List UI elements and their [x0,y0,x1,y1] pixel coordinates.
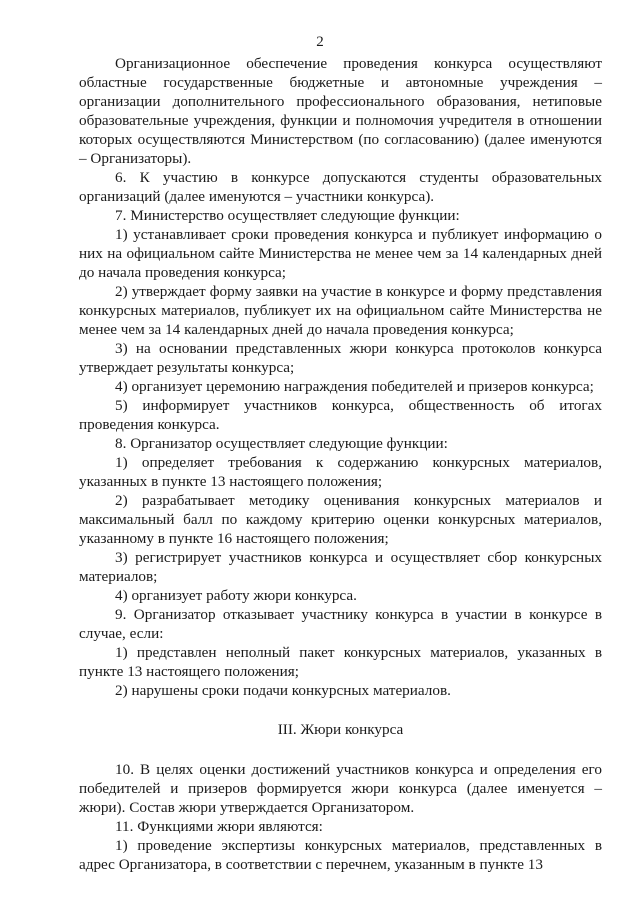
section-heading: III. Жюри конкурса [277,721,404,738]
paragraph-organizers: Организационное обеспечение проведения конкурса осуществляют областные государственные бюджетные и автономные учреждения – организации дополнительного профессионального образования, нетиповые образовательные учреждения, функции и полномочия учредителя в отношении которых осуществляются Министерством (по согласованию) (далее именуются – Организаторы). [79,55,602,167]
document-body [79,54,602,874]
list-item-8-4: 4) организует работу жюри конкурса. [115,587,357,604]
list-item-7-3: 3) на основании представленных жюри конкурса протоколов конкурса утверждает результаты конкурса; [79,340,602,376]
list-item-7-4: 4) организует церемонию награждения победителей и призеров конкурса; [115,378,594,395]
paragraph-7: 7. Министерство осуществляет следующие функции: [115,207,460,224]
list-item-8-1: 1) определяет требования к содержанию конкурсных материалов, указанных в пункте 13 настоящего положения; [79,454,602,490]
list-item-9-1: 1) представлен неполный пакет конкурсных материалов, указанных в пункте 13 настоящего положения; [79,644,602,680]
list-item-7-2: 2) утверждает форму заявки на участие в конкурсе и форму представления конкурсных материалов, публикует их на официальном сайте Министерства не менее чем за 14 календарных дней до начала проведения конкурса; [79,283,602,338]
paragraph-8: 8. Организатор осуществляет следующие функции: [115,435,448,452]
paragraph-11: 11. Функциями жюри являются: [115,818,323,835]
list-item-7-5: 5) информирует участников конкурса, общественность об итогах проведения конкурса. [79,397,602,433]
list-item-9-2: 2) нарушены сроки подачи конкурсных материалов. [115,682,451,699]
page-number: 2 [316,34,324,50]
paragraph-9: 9. Организатор отказывает участнику конкурса в участии в конкурсе в случае, если: [79,606,602,642]
list-item-8-3: 3) регистрирует участников конкурса и осуществляет сбор конкурсных материалов; [79,549,602,585]
paragraph-10: 10. В целях оценки достижений участников конкурса и определения его победителей и призеров формируется жюри конкурса (далее именуется – жюри). Состав жюри утверждается Организатором. [79,761,602,816]
list-item-8-2: 2) разрабатывает методику оценивания конкурсных материалов и максимальный балл по каждому критерию оценки конкурсных материалов, указанному в пункте 16 настоящего положения; [79,492,602,547]
paragraph-6: 6. К участию в конкурсе допускаются студенты образовательных организаций (далее именуются – участники конкурса). [79,169,602,205]
list-item-11-1: 1) проведение экспертизы конкурсных материалов, представленных в адрес Организатора, в соответствии с перечнем, указанным в пункте 13 [79,837,602,873]
list-item-7-1: 1) устанавливает сроки проведения конкурса и публикует информацию о них на официальном сайте Министерства не менее чем за 14 календарных дней до начала проведения конкурса; [79,226,602,281]
